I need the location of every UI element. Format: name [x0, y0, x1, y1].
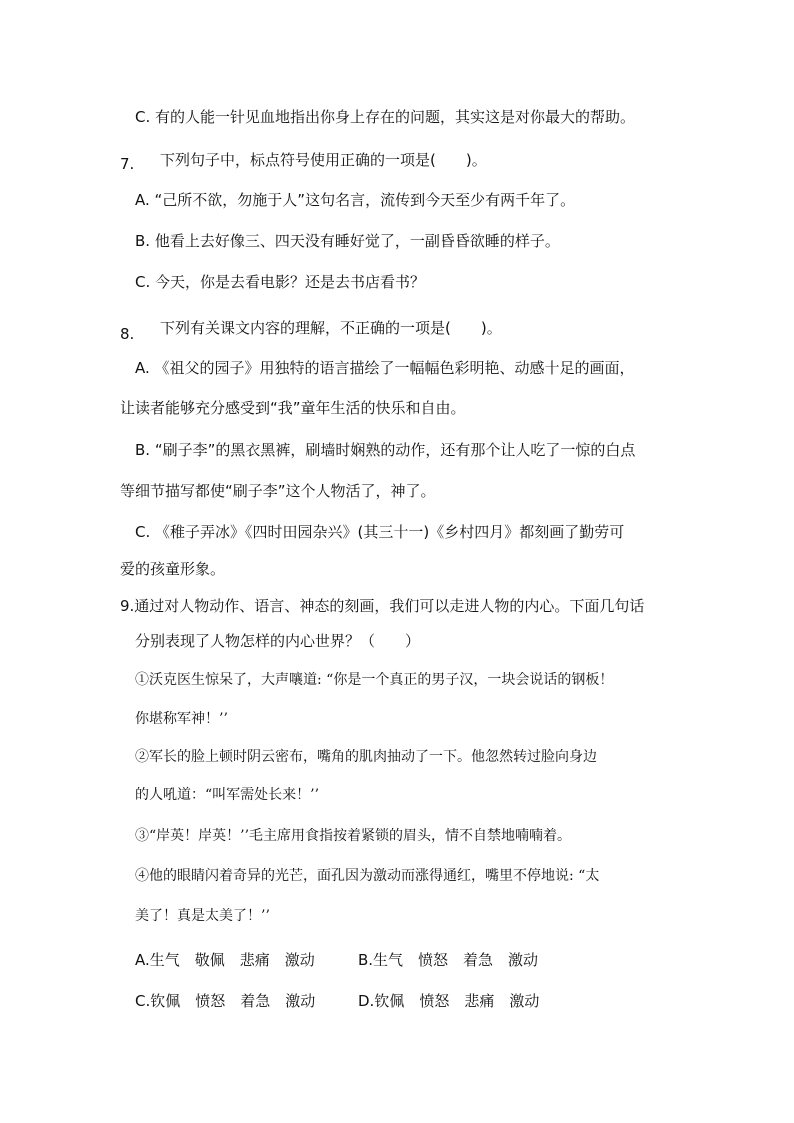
q8-stem: 下列有关课文内容的理解，不正确的一项是( )。 — [160, 319, 502, 337]
q8-option-b-line1: B. “刷子李”的黑衣黑裤，刷墙时娴熟的动作，还有那个让人吃了一惊的白点 — [135, 441, 636, 459]
sentence-3-line1: ③“岸英！岸英！’’毛主席用食指按着紧锁的眉头，情不自禁地喃喃着。 — [135, 828, 572, 844]
q9-option-c: C.钦佩 愤怒 着急 激动 — [135, 992, 316, 1010]
q8-option-c-line2: 爱的孩童形象。 — [120, 560, 226, 578]
q8-option-a-line1: A. 《祖父的园子》用独特的语言描绘了一幅幅色彩明艳、动感十足的画面， — [135, 359, 635, 377]
q7-option-a: A. “己所不欲，勿施于人”这句名言，流传到今天至少有两千年了。 — [135, 191, 576, 209]
q8-option-a-line2: 让读者能够充分感受到“我”童年生活的快乐和自由。 — [120, 399, 466, 417]
line-q6-option-c: C. 有的人能一针见血地指出你身上存在的问题，其实这是对你最大的帮助。 — [135, 108, 636, 126]
q9-option-d: D.钦佩 愤怒 悲痛 激动 — [358, 992, 540, 1010]
q9-option-b: B.生气 愤怒 着急 激动 — [358, 951, 539, 969]
sentence-2-line1: ②军长的脸上顿时阴云密布，嘴角的肌肉抽动了一下。他忽然转过脸向身边 — [135, 749, 597, 765]
q8-option-b-line2: 等细节描写都使“刷子李”这个人物活了，神了。 — [120, 482, 436, 500]
q9-stem-line2: 分别表现了人物怎样的内心世界？（ ） — [135, 632, 421, 650]
sentence-2-line2: 的人吼道：“叫军需处长来！’’ — [135, 787, 320, 803]
q9-stem-line1: 9.通过对人物动作、语言、神态的刻画，我们可以走进人物的内心。下面几句话 — [120, 597, 645, 615]
q7-option-c: C. 今天，你是去看电影？还是去书店看书？ — [135, 273, 426, 291]
sentence-4-line2: 美了！真是太美了！’’ — [135, 908, 270, 924]
q9-option-a: A.生气 敬佩 悲痛 激动 — [135, 951, 315, 969]
sentence-1-line1: ①沃克医生惊呆了，大声嚷道: “你是一个真正的男子汉，一块会说话的钢板！ — [135, 672, 614, 688]
sentence-1-line2: 你堪称军神！’’ — [135, 711, 228, 727]
sentence-4-line1: ④他的眼睛闪着奇异的光芒，面孔因为激动而涨得通红，嘴里不停地说: “太 — [135, 868, 600, 884]
q7-stem: 下列句子中，标点符号使用正确的一项是( )。 — [160, 151, 487, 169]
q8-number: 8. — [120, 325, 135, 343]
q7-option-b: B. 他看上去好像三、四天没有睡好觉了，一副昏昏欲睡的样子。 — [135, 232, 560, 250]
q8-option-c-line1: C. 《稚子弄冰》《四时田园杂兴》(其三十一)《乡村四月》都刻画了勤劳可 — [135, 523, 625, 541]
q7-number: 7. — [120, 155, 135, 173]
